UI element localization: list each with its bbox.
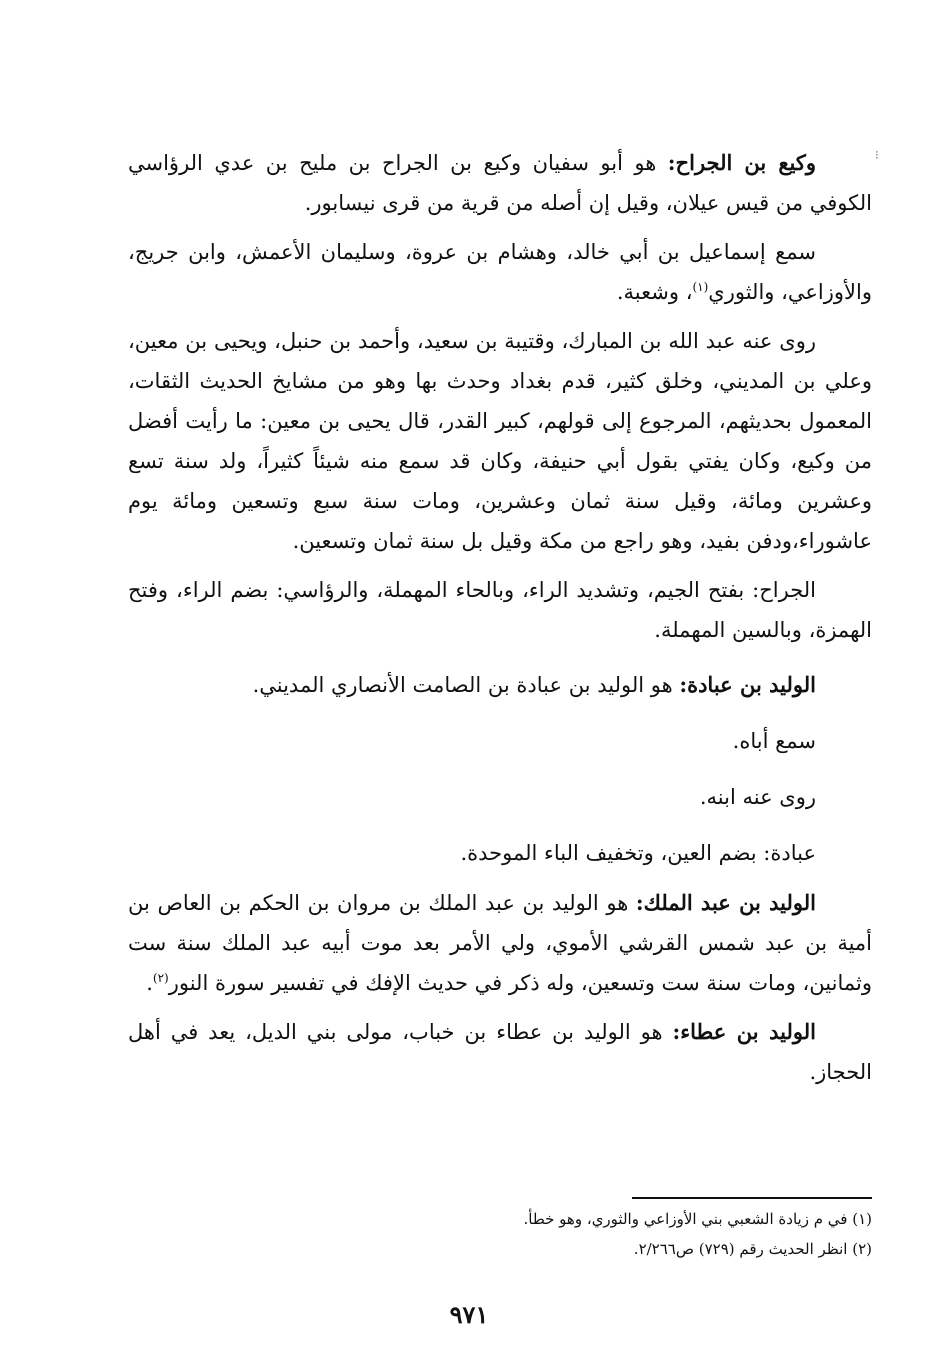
waki-teachers-paragraph — [128, 232, 872, 312]
paragraph-text: سمع إسماعيل بن أبي خالد، وهشام بن عروة، وسليمان الأعمش، وابن جريج، والأوزاعي، والثوري — [128, 240, 872, 304]
paragraph-text: روى عنه عبد الله بن المبارك، وقتيبة بن سعيد، وأحمد بن حنبل، ويحيى بن معين، وعلي بن المديني، وخلق كثير، قدم بغداد وحدث بها وهو من مشايخ الحديث الثقات، المعمول بحديثهم، المرجوع إلى قولهم، كبير القدر، قال يحيى بن معين: ما رأيت أفضل من وكيع، وكان يفتي بقول أبي حنيفة، وكان قد سمع منه شيئاً كثيراً، ولد سنة تسع وعشرين ومائة، وقيل سنة ثمان وعشرين، ومات سنة سبع وتسعين ومائة يوم عاشوراء،ودفن بفيد، وهو راجع من مكة وقيل بل سنة ثمان وتسعين. — [128, 329, 872, 553]
entry-waki-paragraph — [128, 143, 872, 223]
footnote-marker: (٢) — [152, 971, 169, 985]
footnote-1: (١) في م زيادة الشعبي بني الأوزاعي والثوري، وهو خطأ. — [523, 1210, 872, 1228]
page-number: ٩٧١ — [449, 1300, 489, 1329]
entry-walid-abdulmalik-paragraph — [128, 883, 872, 1003]
paragraph-text: الجراح: بفتح الجيم، وتشديد الراء، وبالحاء المهملة، والرؤاسي: بضم الراء، وفتح الهمزة، وبالسين المهملة. — [128, 578, 872, 642]
paragraph-text: روى عنه ابنه. — [699, 785, 816, 809]
entry-term: الوليد بن عبادة: — [679, 672, 816, 697]
footnote-marker: (١) — [692, 280, 709, 294]
paragraph-text: هو الوليد بن عطاء بن خباب، مولى بني الديل، يعد في أهل الحجاز. — [128, 1020, 872, 1084]
paragraph-text: سمع أباه. — [732, 729, 816, 753]
paragraph-text: هو أبو سفيان وكيع بن الجراح بن مليح بن عدي الرؤاسي الكوفي من قيس عيلان، وقيل إن أصله من قرية من قرى نيسابور. — [128, 151, 872, 215]
footnote-divider — [632, 1197, 872, 1199]
waki-students-paragraph — [128, 321, 872, 561]
entry-term: الوليد بن عبد الملك: — [635, 890, 816, 915]
scan-speck: ⁝ — [875, 148, 879, 162]
entry-term: الوليد بن عطاء: — [672, 1019, 816, 1044]
entry-walid-ubada-paragraph — [128, 659, 872, 711]
paragraph-text: عبادة: بضم العين، وتخفيف الباء الموحدة. — [460, 841, 816, 865]
paragraph-text: هو الوليد بن عبادة بن الصامت الأنصاري المديني. — [252, 673, 680, 697]
jarrah-vocalization-paragraph — [128, 570, 872, 650]
footnote-2: (٢) انظر الحديث رقم (٧٢٩) ص٢/٢٦٦. — [633, 1240, 872, 1258]
paragraph-text-after: ، وشعبة. — [616, 280, 693, 304]
main-text — [128, 143, 872, 1101]
walid-ubada-narrated-paragraph — [128, 771, 872, 823]
paragraph-text: هو الوليد بن عبد الملك بن مروان بن الحكم بن العاص بن أمية بن عبد شمس القرشي الأموي، ولي الأمر بعد موت أبيه عبد الملك سنة ست وثمانين، ومات سنة ست وتسعين، وله ذكر في حديث الإفك في تفسير سورة النور — [128, 891, 872, 995]
footnotes — [128, 1204, 872, 1264]
entry-walid-ata-paragraph — [128, 1012, 872, 1092]
paragraph-text-after: . — [146, 971, 153, 995]
ubada-vocalization-paragraph — [128, 827, 872, 879]
walid-ubada-heard-paragraph — [128, 715, 872, 767]
entry-term: وكيع بن الجراح: — [667, 150, 816, 175]
